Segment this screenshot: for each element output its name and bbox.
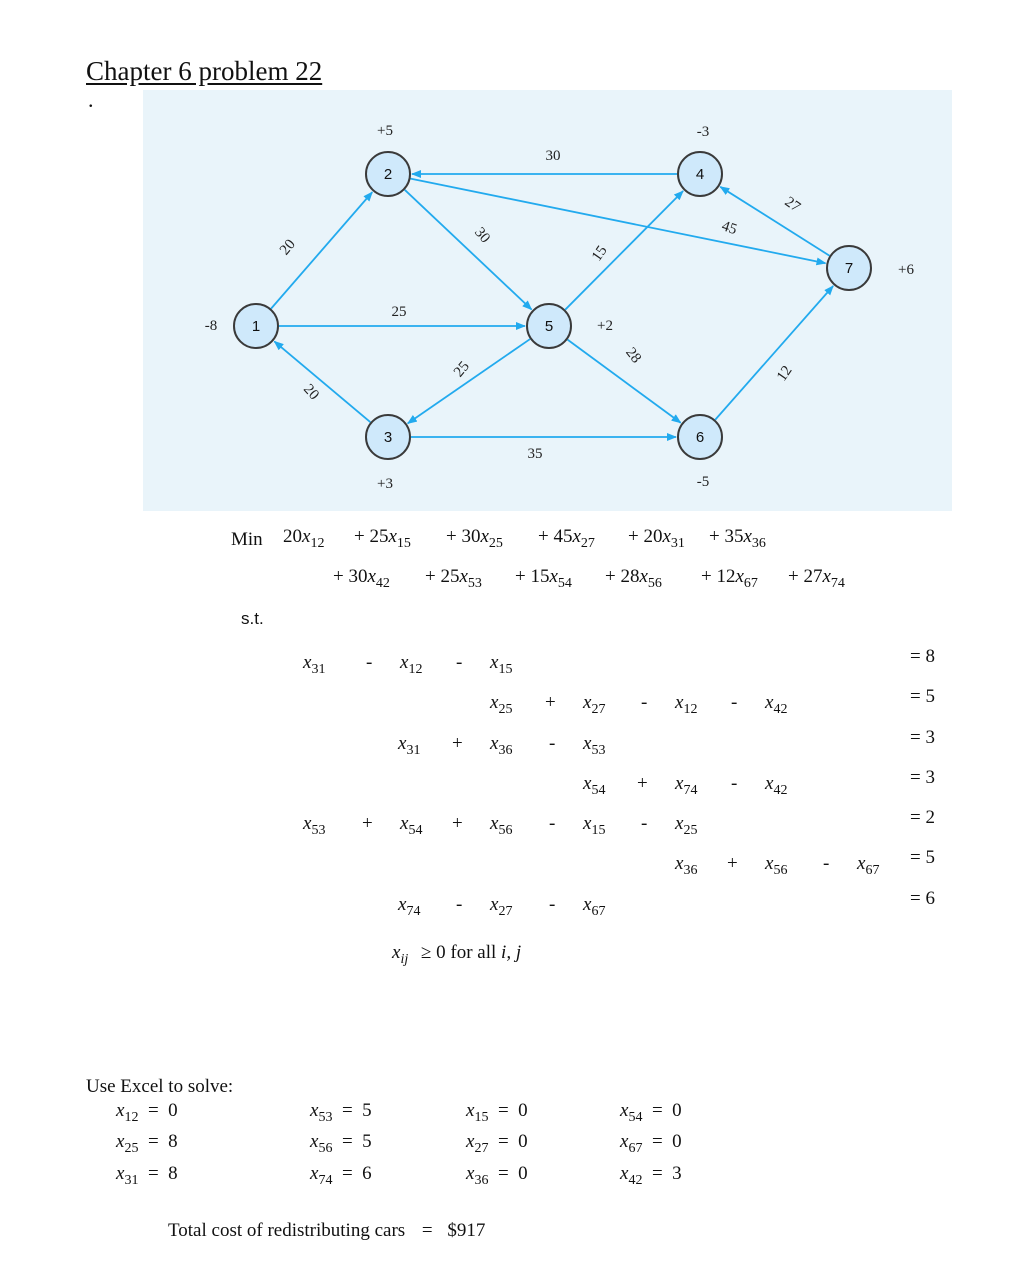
solution-x54: $x_{54} = 0$ — [620, 1100, 682, 1125]
total-label: Total cost of redistributing cars — [168, 1220, 406, 1241]
solution-x56: $x_{56} = 5$ — [310, 1131, 372, 1156]
edge-2-5 — [405, 190, 532, 310]
constraint-6-sign-2: - — [549, 894, 556, 915]
constraint-1-rhs: = 5 — [910, 686, 935, 707]
total-eq: = — [421, 1220, 433, 1241]
node-label-1: 1 — [251, 318, 261, 335]
constraint-0-sign-1: - — [366, 652, 373, 673]
solution-x36: $x_{36} = 0$ — [466, 1163, 528, 1188]
constraint-3-var-2: $x_{42}$ — [765, 773, 788, 798]
objective-term-row2-5: + $27x_{74}$ — [788, 566, 845, 591]
constraint-4-sign-1: + — [362, 813, 373, 834]
objective-term-row1-0: $20x_{12}$ — [283, 526, 325, 551]
node-label-3: 3 — [383, 429, 393, 446]
constraint-3-var-0: $x_{54}$ — [583, 773, 606, 798]
constraint-5-sign-1: + — [727, 853, 738, 874]
objective-term-row2-1: + $25x_{53}$ — [425, 566, 482, 591]
edge-cost-1-2: 20 — [276, 236, 299, 259]
nonneg-text: ≥ 0 for all — [420, 942, 502, 963]
constraint-2-rhs: = 3 — [910, 727, 935, 748]
constraint-4-sign-4: - — [641, 813, 648, 834]
edge-6-7 — [715, 286, 833, 420]
constraint-5-var-1: $x_{56}$ — [765, 853, 788, 878]
node-label-5: 5 — [544, 318, 554, 335]
edge-cost-1-5: 25 — [391, 304, 407, 320]
solution-x74: $x_{74} = 6$ — [310, 1163, 372, 1188]
solution-x15: $x_{15} = 0$ — [466, 1100, 528, 1125]
constraint-3-sign-2: - — [731, 773, 738, 794]
solution-x53: $x_{53} = 5$ — [310, 1100, 372, 1125]
constraint-0-rhs: = 8 — [910, 646, 935, 667]
constraint-1-var-1: $x_{27}$ — [583, 692, 606, 717]
constraint-6-var-2: $x_{67}$ — [583, 894, 606, 919]
objective-term-row1-4: + $20x_{31}$ — [628, 526, 685, 551]
objective-term-row2-4: + $12x_{67}$ — [701, 566, 758, 591]
constraint-4-var-0: $x_{53}$ — [303, 813, 326, 838]
constraint-4-var-1: $x_{54}$ — [400, 813, 423, 838]
constraint-2-sign-1: + — [452, 733, 463, 754]
edge-cost-6-7: 12 — [773, 362, 796, 385]
constraint-0-var-1: $x_{12}$ — [400, 652, 423, 677]
objective-term-row2-2: + $15x_{54}$ — [515, 566, 572, 591]
edge-cost-2-5: 30 — [471, 224, 494, 247]
constraint-3-sign-1: + — [637, 773, 648, 794]
node-supply-5: +2 — [597, 318, 613, 334]
solution-x27: $x_{27} = 0$ — [466, 1131, 528, 1156]
constraint-5-sign-2: - — [823, 853, 830, 874]
constraint-5-rhs: = 5 — [910, 847, 935, 868]
edge-cost-5-4: 15 — [588, 242, 611, 265]
edge-5-4 — [565, 191, 683, 310]
constraint-1-sign-3: - — [731, 692, 738, 713]
constraint-1-var-2: $x_{12}$ — [675, 692, 698, 717]
node-supply-7: +6 — [898, 262, 914, 278]
solution-x31: $x_{31} = 8$ — [116, 1163, 178, 1188]
constraint-0-var-0: $x_{31}$ — [303, 652, 326, 677]
constraint-2-var-2: $x_{53}$ — [583, 733, 606, 758]
node-supply-4: -3 — [696, 124, 710, 140]
edge-5-3 — [408, 339, 530, 423]
constraint-0-var-2: $x_{15}$ — [490, 652, 513, 677]
constraint-5-var-2: $x_{67}$ — [857, 853, 880, 878]
node-label-7: 7 — [844, 260, 854, 277]
node-supply-2: +5 — [377, 123, 393, 139]
node-label-4: 4 — [695, 166, 705, 183]
constraint-6-sign-1: - — [456, 894, 463, 915]
edge-cost-2-7: 45 — [719, 218, 739, 239]
constraint-4-sign-2: + — [452, 813, 463, 834]
constraint-4-sign-3: - — [549, 813, 556, 834]
edge-cost-5-3: 25 — [450, 358, 473, 381]
node-supply-3: +3 — [377, 476, 393, 492]
objective-term-row1-2: + $30x_{25}$ — [446, 526, 503, 551]
network-diagram — [143, 90, 952, 511]
constraint-2-var-1: $x_{36}$ — [490, 733, 513, 758]
constraint-2-sign-2: - — [549, 733, 556, 754]
objective-term-row1-3: + $45x_{27}$ — [538, 526, 595, 551]
edge-cost-7-4: 27 — [781, 193, 804, 216]
constraint-0-sign-2: - — [456, 652, 463, 673]
total-value: $917 — [447, 1220, 486, 1241]
solution-x67: $x_{67} = 0$ — [620, 1131, 682, 1156]
solution-x42: $x_{42} = 3$ — [620, 1163, 682, 1188]
edge-cost-4-2: 30 — [545, 148, 561, 164]
objective-term-row1-1: + $25x_{15}$ — [354, 526, 411, 551]
edge-cost-3-6: 35 — [527, 446, 543, 462]
stray-dot: . — [88, 87, 94, 112]
objective-term-row2-3: + $28x_{56}$ — [605, 566, 662, 591]
node-label-6: 6 — [695, 429, 705, 446]
objective-term-row2-0: + $30x_{42}$ — [333, 566, 390, 591]
network-svg — [143, 90, 952, 511]
constraint-5-var-0: $x_{36}$ — [675, 853, 698, 878]
solution-x25: $x_{25} = 8$ — [116, 1131, 178, 1156]
objective-term-row1-5: + $35x_{36}$ — [709, 526, 766, 551]
constraint-6-rhs: = 6 — [910, 888, 935, 909]
constraint-4-var-2: $x_{56}$ — [490, 813, 513, 838]
excel-label: Use Excel to solve: — [86, 1076, 234, 1097]
edge-cost-5-6: 28 — [622, 344, 645, 367]
constraint-4-rhs: = 2 — [910, 807, 935, 828]
constraint-1-sign-1: + — [545, 692, 556, 713]
nonneg-vars: i, j — [501, 942, 522, 963]
node-supply-6: -5 — [696, 474, 710, 490]
min-label: Min — [231, 529, 263, 550]
constraint-6-var-1: $x_{27}$ — [490, 894, 513, 919]
edge-3-1 — [274, 341, 370, 422]
edge-2-7 — [411, 179, 826, 264]
nonneg-constraint — [392, 942, 522, 967]
constraint-6-var-0: $x_{74}$ — [398, 894, 421, 919]
solution-x12: $x_{12} = 0$ — [116, 1100, 178, 1125]
node-label-2: 2 — [383, 166, 393, 183]
constraint-1-var-0: $x_{25}$ — [490, 692, 513, 717]
constraint-2-var-0: $x_{31}$ — [398, 733, 421, 758]
total-cost — [168, 1220, 485, 1242]
constraint-3-rhs: = 3 — [910, 767, 935, 788]
node-supply-1: -8 — [204, 318, 218, 334]
nonneg-var: x — [392, 942, 401, 963]
edge-cost-3-1: 20 — [300, 381, 322, 404]
subject-to-label: s.t. — [241, 609, 264, 628]
constraint-3-var-1: $x_{74}$ — [675, 773, 698, 798]
nonneg-sub: ij — [400, 952, 409, 967]
constraint-1-var-3: $x_{42}$ — [765, 692, 788, 717]
page-title: Chapter 6 problem 22 — [86, 56, 323, 86]
constraint-4-var-4: $x_{25}$ — [675, 813, 698, 838]
constraint-4-var-3: $x_{15}$ — [583, 813, 606, 838]
constraint-1-sign-2: - — [641, 692, 648, 713]
